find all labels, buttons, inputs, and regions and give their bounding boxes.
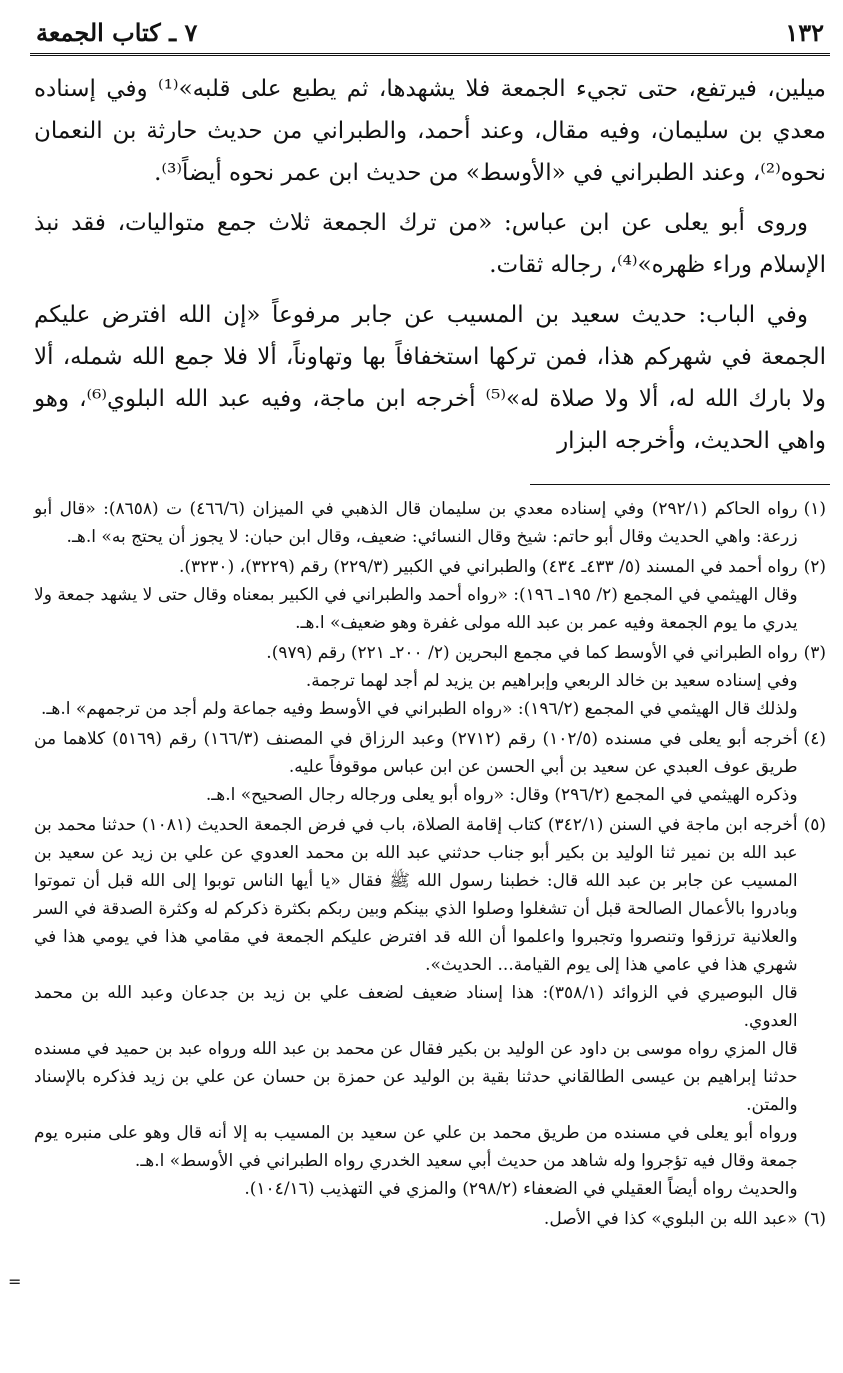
footnote-text: أخرجه أبو يعلى في مسنده (١٠٢/٥) رقم (٢٧١٢) وعبد الرزاق في المصنف (١٦٦/٣) رقم (٥١٦٩) كلاهما من طريق عوف العبدي عن سعيد بن أبي الحسن عن ابن عباس موقوفاً عليه. — [34, 729, 798, 777]
footnotes — [30, 495, 830, 1233]
footnote-text: قال المزي رواه موسى بن داود عن الوليد بن بكير فقال عن محمد بن عبد الله ورواه عبد بن حميد في مسنده حدثنا إبراهيم بن عيسى الطالقاني حدثنا بقية بن الوليد عن حمزة بن حسان عن علي بن زيد فذكره بالإسناد والمتن. — [34, 1039, 798, 1115]
footnote-text: رواه الطبراني في الأوسط كما في مجمع البحرين (٢/ ٢٠٠ـ ٢٢١) رقم (٩٧٩). — [266, 643, 798, 663]
book-page — [30, 18, 830, 1235]
main-text — [30, 68, 830, 462]
paragraph: وفي الباب: حديث سعيد بن المسيب عن جابر مرفوعاً «إن الله افترض عليكم الجمعة في شهركم هذا، فمن تركها استخفافاً بها وتهاوناً، ألا فلا جمع الله شمله، ألا ولا بارك الله له، ألا ولا صلاة له»⁽⁵⁾ أخرجه ابن ماجة، وفيه عبد الله البلوي⁽⁶⁾، وهو واهي الحديث، وأخرجه البزار — [34, 302, 826, 454]
footnote-text: ولذلك قال الهيثمي في المجمع (١٩٦/٢): «رواه الطبراني في الأوسط وفيه جماعة ولم أجد من ترجمهم» ا.هـ. — [41, 699, 798, 719]
running-header — [30, 18, 830, 56]
footnote-text: قال البوصيري في الزوائد (٣٥٨/١): هذا إسناد ضعيف لضعف علي بن زيد بن جدعان وعبد الله بن محمد العدوي. — [34, 983, 798, 1031]
footnote-separator — [530, 484, 830, 485]
paragraph: ميلين، فيرتفع، حتى تجيء الجمعة فلا يشهدها، ثم يطبع على قلبه»⁽¹⁾ وفي إسناده معدي بن سليمان، وفيه مقال، وعند أحمد، والطبراني من حديث حارثة بن النعمان نحوه⁽²⁾، وعند الطبراني في «الأوسط» من حديث ابن عمر نحوه أيضاً⁽³⁾. — [34, 76, 826, 186]
footnote-2 — [34, 553, 826, 637]
footnote-text: رواه أحمد في المسند (٥/ ٤٣٣ـ ٤٣٤) والطبراني في الكبير (٢٢٩/٣) رقم (٣٢٢٩)، (٣٢٣٠). — [178, 557, 798, 577]
footnote-number: (٣) — [803, 643, 826, 663]
chapter-title: ٧ ـ كتاب الجمعة — [36, 18, 198, 47]
footnote-text: رواه الحاكم (٢٩٢/١) وفي إسناده معدي بن سليمان قال الذهبي في الميزان (٤٦٦/٦) ت (٨٦٥٨): «قال أبو زرعة: واهي الحديث وقال أبو حاتم: شيخ وقال النسائي: ضعيف، وقال ابن حبان: لا يجوز أن يحتج به» ا.هـ. — [34, 499, 798, 547]
margin-mark: = — [8, 1272, 22, 1291]
footnote-text: «عبد الله بن البلوي» كذا في الأصل. — [543, 1209, 798, 1229]
footnote-3 — [34, 639, 826, 723]
footnote-text: وذكره الهيثمي في المجمع (٢٩٦/٢) وقال: «رواه أبو يعلى ورجاله رجال الصحيح» ا.هـ. — [205, 785, 798, 805]
footnote-4 — [34, 725, 826, 809]
footnote-6 — [34, 1205, 826, 1233]
footnote-number: (٦) — [803, 1209, 826, 1229]
footnote-text: ورواه أبو يعلى في مسنده من طريق محمد بن علي عن سعيد بن المسيب به إلا أنه قال وهو على منبره يوم جمعة وقال فيه تؤجروا وله شاهد من حديث أبي سعيد الخدري رواه الطبراني في الأوسط» ا.هـ. — [34, 1123, 798, 1171]
footnote-text: والحديث رواه أيضاً العقيلي في الضعفاء (٢٩٨/٢) والمزي في التهذيب (١٠٤/١٦). — [244, 1179, 798, 1199]
footnote-text: وفي إسناده سعيد بن خالد الربعي وإبراهيم بن يزيد لم أجد لهما ترجمة. — [305, 671, 798, 691]
footnote-5 — [34, 811, 826, 1203]
footnote-1 — [34, 495, 826, 551]
footnote-number: (٥) — [803, 815, 826, 835]
footnote-number: (٤) — [803, 729, 826, 749]
footnote-number: (٢) — [803, 557, 826, 577]
footnote-number: (١) — [803, 499, 826, 519]
footnote-text: وقال الهيثمي في المجمع (٢/ ١٩٥ـ ١٩٦): «رواه أحمد والطبراني في الكبير بمعناه وقال حتى لا يشهد جمعة ولا يدري ما يوم الجمعة وفيه عمر بن عبد الله مولى غفرة وهو ضعيف» ا.هـ. — [34, 585, 798, 633]
page-number: ١٣٢ — [785, 18, 824, 47]
footnote-text: أخرجه ابن ماجة في السنن (٣٤٢/١) كتاب إقامة الصلاة، باب في فرض الجمعة الحديث (١٠٨١) حدثنا محمد بن عبد الله بن نمير ثنا الوليد بن بكير أبو جناب حدثني عبد الله بن محمد العدوي عن علي بن زيد عن سعيد بن المسيب عن جابر بن عبد الله قال: خطبنا رسول الله ﷺ فقال «يا أيها الناس توبوا إلى الله قبل أن تموتوا وبادروا بالأعمال الصالحة قبل أن تشغلوا وصلوا الذي بينكم وبين ربكم بكثرة ذكركم له وكثرة الصدقة في السر والعلانية ترزقوا وتنصروا وتجبروا واعلموا أن الله قد افترض عليكم الجمعة في مقامي هذا في يومي هذا في شهري هذا في عامي هذا إلى يوم القيامة... الحديث». — [34, 815, 798, 975]
paragraph: وروى أبو يعلى عن ابن عباس: «من ترك الجمعة ثلاث جمع متواليات، فقد نبذ الإسلام وراء ظهره»⁽⁴⁾، رجاله ثقات. — [34, 210, 826, 278]
